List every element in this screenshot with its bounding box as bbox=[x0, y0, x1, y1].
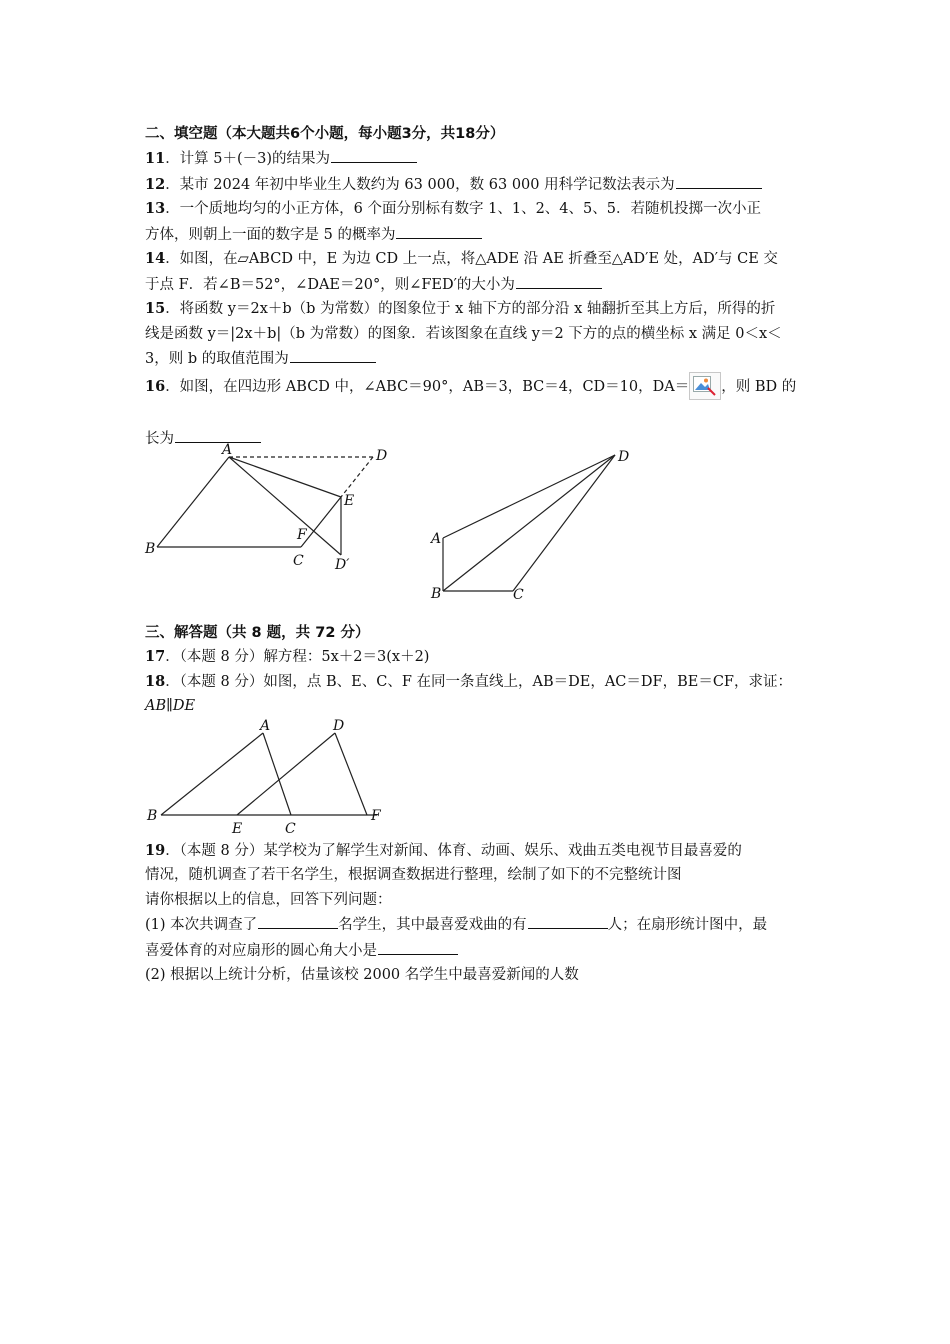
edge-AB bbox=[161, 733, 263, 815]
figure-triangles-row bbox=[145, 719, 810, 839]
label-B: B bbox=[431, 586, 442, 602]
label-C: C bbox=[293, 553, 304, 569]
label-A: A bbox=[260, 717, 271, 734]
question-19-instruction: 请你根据以上的信息，回答下列问题： bbox=[145, 891, 392, 908]
label-C: C bbox=[285, 820, 296, 837]
question-13: 13．一个质地均匀的小正方体，6 个面分别标有数字 1、1、2、4、5、5．若随机投掷一次小正 bbox=[145, 200, 761, 217]
section2-title: 二、填空题（本大题共6个小题，每小题3分，共18分） bbox=[145, 126, 505, 142]
edge-AE bbox=[229, 457, 341, 497]
label-E: E bbox=[344, 493, 355, 509]
label-D: D bbox=[618, 449, 630, 465]
question-19: 19．（本题 8 分）某学校为了解学生对新闻、体育、动画、娱乐、戏曲五类电视节目最喜爱的 bbox=[145, 841, 742, 859]
question-13-cont: 方体，则朝上一面的数字是 5 的概率为 bbox=[145, 222, 810, 248]
question-15-cont: 线是函数 y＝|2x＋b|（b 为常数）的图象．若该图象在直线 y＝2 下方的点的横坐标 x 满足 0＜x＜ bbox=[145, 325, 782, 342]
label-D: D bbox=[376, 448, 388, 464]
answer-blank[interactable] bbox=[378, 938, 458, 955]
question-15-cont2: 3，则 b 的取值范围为 bbox=[145, 346, 810, 372]
question-17: 17．（本题 8 分）解方程：5x＋2＝3(x＋2) bbox=[145, 648, 430, 665]
question-11: 11．计算 5＋(－3)的结果为 bbox=[145, 146, 810, 172]
answer-blank[interactable] bbox=[175, 426, 261, 443]
label-F: F bbox=[371, 807, 381, 824]
question-19-part2: (2) 根据以上统计分析，估量该校 2000 名学生中最喜爱新闻的人数 bbox=[145, 967, 579, 983]
broken-image-icon bbox=[689, 372, 721, 400]
question-16-cont: 长为 bbox=[145, 426, 810, 452]
question-19-part1: (1) 本次共调查了 名学生，其中最喜爱戏曲的有 人；在扇形统计图中，最 bbox=[145, 912, 810, 938]
answer-blank[interactable] bbox=[331, 146, 417, 163]
edge-DE bbox=[341, 457, 373, 497]
question-16: 16．如图，在四边形 ABCD 中，∠ABC＝90°，AB＝3，BC＝4，CD＝10，DA＝ ，则 BD 的 bbox=[145, 372, 810, 402]
answer-blank[interactable] bbox=[258, 912, 338, 929]
answer-blank[interactable] bbox=[676, 172, 762, 189]
label-C: C bbox=[513, 587, 524, 603]
question-19-cont: 情况，随机调查了若干名学生，根据调查数据进行整理，绘制了如下的不完整统计图 bbox=[145, 867, 682, 883]
answer-blank[interactable] bbox=[396, 222, 482, 239]
answer-blank[interactable] bbox=[516, 272, 602, 289]
edge-DE bbox=[237, 733, 335, 815]
question-14-cont: 于点 F．若∠B＝52°，∠DAE＝20°，则∠FED′的大小为 bbox=[145, 272, 810, 298]
question-18-cont: AB∥DE bbox=[145, 698, 196, 714]
label-B: B bbox=[145, 541, 156, 557]
question-18: 18．（本题 8 分）如图，点 B、E、C、F 在同一条直线上，AB＝DE，AC＝DF，BE＝CF，求证： bbox=[145, 672, 792, 690]
label-D: D bbox=[333, 717, 345, 734]
question-15: 15．将函数 y＝2x＋b（b 为常数）的图象位于 x 轴下方的部分沿 x 轴翻折至其上方后，所得的折 bbox=[145, 300, 776, 317]
figure-parallelogram bbox=[157, 457, 373, 555]
question-14: 14．如图，在▱ABCD 中，E 为边 CD 上一点，将△ADE 沿 AE 折叠至△AD′E 处，AD′与 CE 交 bbox=[145, 250, 778, 267]
label-B: B bbox=[147, 807, 158, 824]
question-19-part1-cont: 喜爱体育的对应扇形的圆心角大小是 bbox=[145, 938, 810, 964]
edge-AB bbox=[157, 457, 229, 547]
question-12: 12．某市 2024 年初中毕业生人数约为 63 000，数 63 000 用科学记数法表示为 bbox=[145, 172, 810, 198]
exam-page bbox=[145, 122, 810, 988]
edge-DF bbox=[335, 733, 367, 815]
figure-triangles bbox=[145, 719, 445, 839]
label-E: E bbox=[232, 820, 243, 837]
section3-title: 三、解答题（共 8 题，共 72 分） bbox=[145, 625, 370, 641]
figure-quadrilateral bbox=[443, 455, 615, 591]
label-A: A bbox=[431, 531, 442, 547]
edge-DA bbox=[443, 455, 615, 538]
geometry-figures bbox=[145, 442, 805, 603]
answer-blank[interactable] bbox=[528, 912, 608, 929]
label-F: F bbox=[297, 527, 307, 543]
edge-EC bbox=[301, 497, 341, 547]
answer-blank[interactable] bbox=[290, 346, 376, 363]
label-Dprime: D′ bbox=[335, 557, 350, 573]
edge-ADp bbox=[229, 457, 341, 555]
label-A: A bbox=[222, 442, 233, 458]
figures-row bbox=[145, 442, 810, 603]
